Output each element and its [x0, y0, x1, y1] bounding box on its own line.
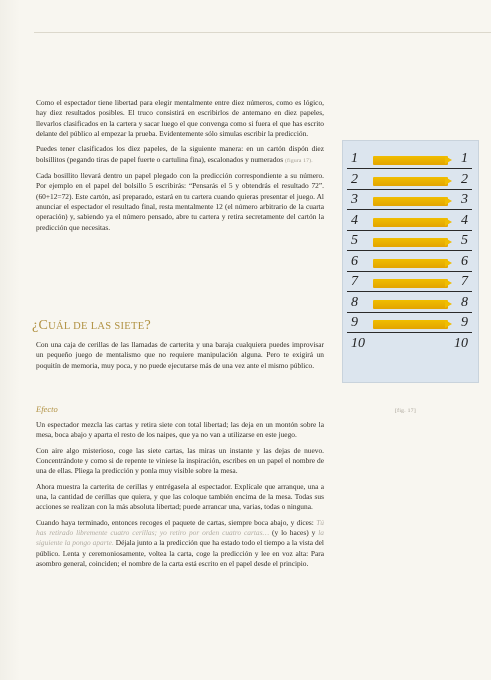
text-column-efecto [36, 420, 324, 569]
last-para-e: Déjala junto a la predicción que ha estado todo el tiempo a la vista del público. Lenta y ceremoniosamente, voltea la carta, coge la predicción y lee en voz alta: Para asombro general, coinciden; el nombre de la carta está escrito en el papel desde el principio. [36, 538, 324, 569]
last-para-c: (y lo haces) y [272, 528, 316, 538]
figure-pocket-strip [373, 320, 453, 329]
text-column-intro [36, 340, 324, 371]
figure-number-left: 7 [351, 274, 358, 289]
pocket-paper [373, 197, 448, 206]
paragraph-predictions: Cada bosillito llevará dentro un papel plegado con la predicción correspondiente a su número. Por ejemplo en el papel del bolsillo 5 escribirás: “Pensarás el 5 y obtendrás el resultado 72”. (60+12=72). Este cartón, así preparado, estará en tu cartera cuando quieras presentar el juego. Al anunciar el espectador el resultado final, resta mentalmente 12 (el número arbitrario de la cuarta operación) y, sabiendo ya el número pensado, abre tu cartera y retira secretamente del cartón la predicción que necesitas. [36, 171, 324, 232]
figure-caption: [fig. 17] [395, 408, 417, 414]
figure-row-7 [343, 272, 478, 292]
figure-pocket-strip [373, 156, 453, 165]
pocket-paper-tip [445, 197, 452, 205]
figure-row-6 [343, 252, 478, 272]
paragraph-efecto-1: Un espectador mezcla las cartas y retira siete con total libertad; las deja en un montón sobre la mesa, boca abajo y aparta el resto de los naipes, que ya no van a utilizarse en este juego. [36, 420, 324, 440]
figure-number-left: 9 [351, 315, 358, 330]
figure-number-right: 3 [461, 192, 468, 207]
figure-pocket-card [342, 140, 479, 383]
pocket-paper-tip [445, 279, 452, 287]
pocket-paper [373, 238, 448, 247]
last-para-a: Cuando haya terminado, entonces recoges el paquete de cartas, siempre boca abajo, y dices: [36, 517, 314, 527]
pocket-paper-tip [445, 218, 452, 226]
paragraph-efecto-2: Con aire algo misterioso, coge las siete cartas, las miras un instante y las dejas de nuevo. Concentrándote y como si de repente te viniese la inspiración, escribes en un papel el nombre de una de ellas. Pliega la predicción y ponla muy visible sobre la mesa. [36, 445, 324, 476]
figure-number-left: 10 [351, 335, 365, 351]
figure-row-5 [343, 231, 478, 251]
paragraph-intro-trick: Como el espectador tiene libertad para elegir mentalmente entre diez números, como es lógico, hay diez resultados posibles. El truco consistirá en escribirlos de antemano en diez papeles, llevarlos clasificados en la cartera y sacar luego el que convenga como si fuera el que has escrito delante del público al empezar la prueba. Evidentemente sólo simulas escribir la predicción. [36, 98, 324, 139]
paragraph-matchbox: Con una caja de cerillas de las llamadas de carterita y una baraja cualquiera puedes improvisar un pequeño juego de mentalismo que no requiere manipulación alguna. Pero te exigirá un poquitín de memoria, muy poca, y no puede ejecutarse más de una vez ante el mismo público. [36, 340, 324, 370]
pocket-paper [373, 279, 448, 288]
pocket-paper [373, 300, 448, 309]
figure-pocket-strip [373, 238, 453, 247]
paragraph-pockets [36, 144, 324, 166]
pocket-paper-tip [445, 259, 452, 267]
text-column-top [36, 98, 324, 233]
pocket-paper-tip [445, 238, 452, 246]
figure-number-right: 10 [454, 335, 468, 351]
last-para-italic-2: la siguiente la pongo aparte. [36, 528, 324, 548]
figure-pocket-strip [373, 218, 453, 227]
figure-number-left: 1 [351, 151, 358, 166]
last-para-italic-1: Tú has retirado libremente cuatro cerillas; yo retiro por orden cuatro cartas… [36, 517, 324, 538]
heading-end: ? [144, 318, 151, 333]
pocket-paper-tip [445, 300, 452, 308]
pocket-paper-tip [445, 156, 452, 164]
pocket-paper-tip [445, 177, 452, 185]
figure-number-right: 6 [461, 253, 468, 269]
pocket-paper [373, 320, 448, 329]
figure-number-right: 9 [461, 315, 468, 330]
heading-initial: ¿C [32, 318, 49, 333]
pocket-paper [373, 218, 448, 227]
top-rule [34, 32, 491, 33]
figure-row-3 [343, 190, 478, 210]
figure-number-left: 4 [351, 212, 358, 228]
section-heading [32, 318, 151, 334]
paragraph-efecto-3: Ahora muestra la carterita de cerillas y entrégasela al espectador. Explícale que arranque, una a una, la cantidad de cerillas que quiera, y que las coloque también encima de la mesa. Todas sus acciones se realizan con la más absoluta libertad; puede arrancar una, varias, todas o ninguna. [36, 481, 324, 512]
figure-pocket-strip [373, 197, 453, 206]
figure-number-left: 6 [351, 253, 358, 269]
figure-number-right: 7 [461, 274, 468, 289]
figure-number-right: 2 [461, 171, 468, 187]
figure-row-9 [343, 313, 478, 333]
pocket-paper [373, 177, 448, 186]
figure-row-4 [343, 211, 478, 231]
pocket-paper-tip [445, 320, 452, 328]
figure-reference: (figura 17). [284, 157, 313, 164]
figure-number-right: 1 [461, 151, 468, 166]
figure-number-left: 8 [351, 294, 358, 310]
paragraph-efecto-4 [36, 518, 324, 570]
pocket-paper [373, 156, 448, 165]
figure-number-left: 2 [351, 171, 358, 187]
pocket-paper [373, 259, 448, 268]
figure-row-10 [343, 334, 478, 354]
figure-number-left: 3 [351, 192, 358, 207]
figure-pocket-strip [373, 279, 453, 288]
figure-pocket-strip [373, 259, 453, 268]
figure-row-1 [343, 149, 478, 169]
heading-smallcaps: UÁL DE LAS SIETE [48, 321, 145, 332]
figure-number-left: 5 [351, 233, 358, 248]
figure-row-8 [343, 293, 478, 313]
figure-row-2 [343, 170, 478, 190]
figure-pocket-strip [373, 177, 453, 186]
paragraph-pockets-text: Puedes tener clasificados los diez papeles, de la siguiente manera: en un cartón dispón diez bolsillitos (pegando tiras de papel fuerte o cartulina fina), escalonados y numerados [36, 144, 324, 164]
figure-number-right: 4 [461, 212, 468, 228]
figure-number-right: 8 [461, 294, 468, 310]
figure-pocket-strip [373, 300, 453, 309]
efecto-heading: Efecto [36, 404, 58, 414]
figure-number-right: 5 [461, 233, 468, 248]
